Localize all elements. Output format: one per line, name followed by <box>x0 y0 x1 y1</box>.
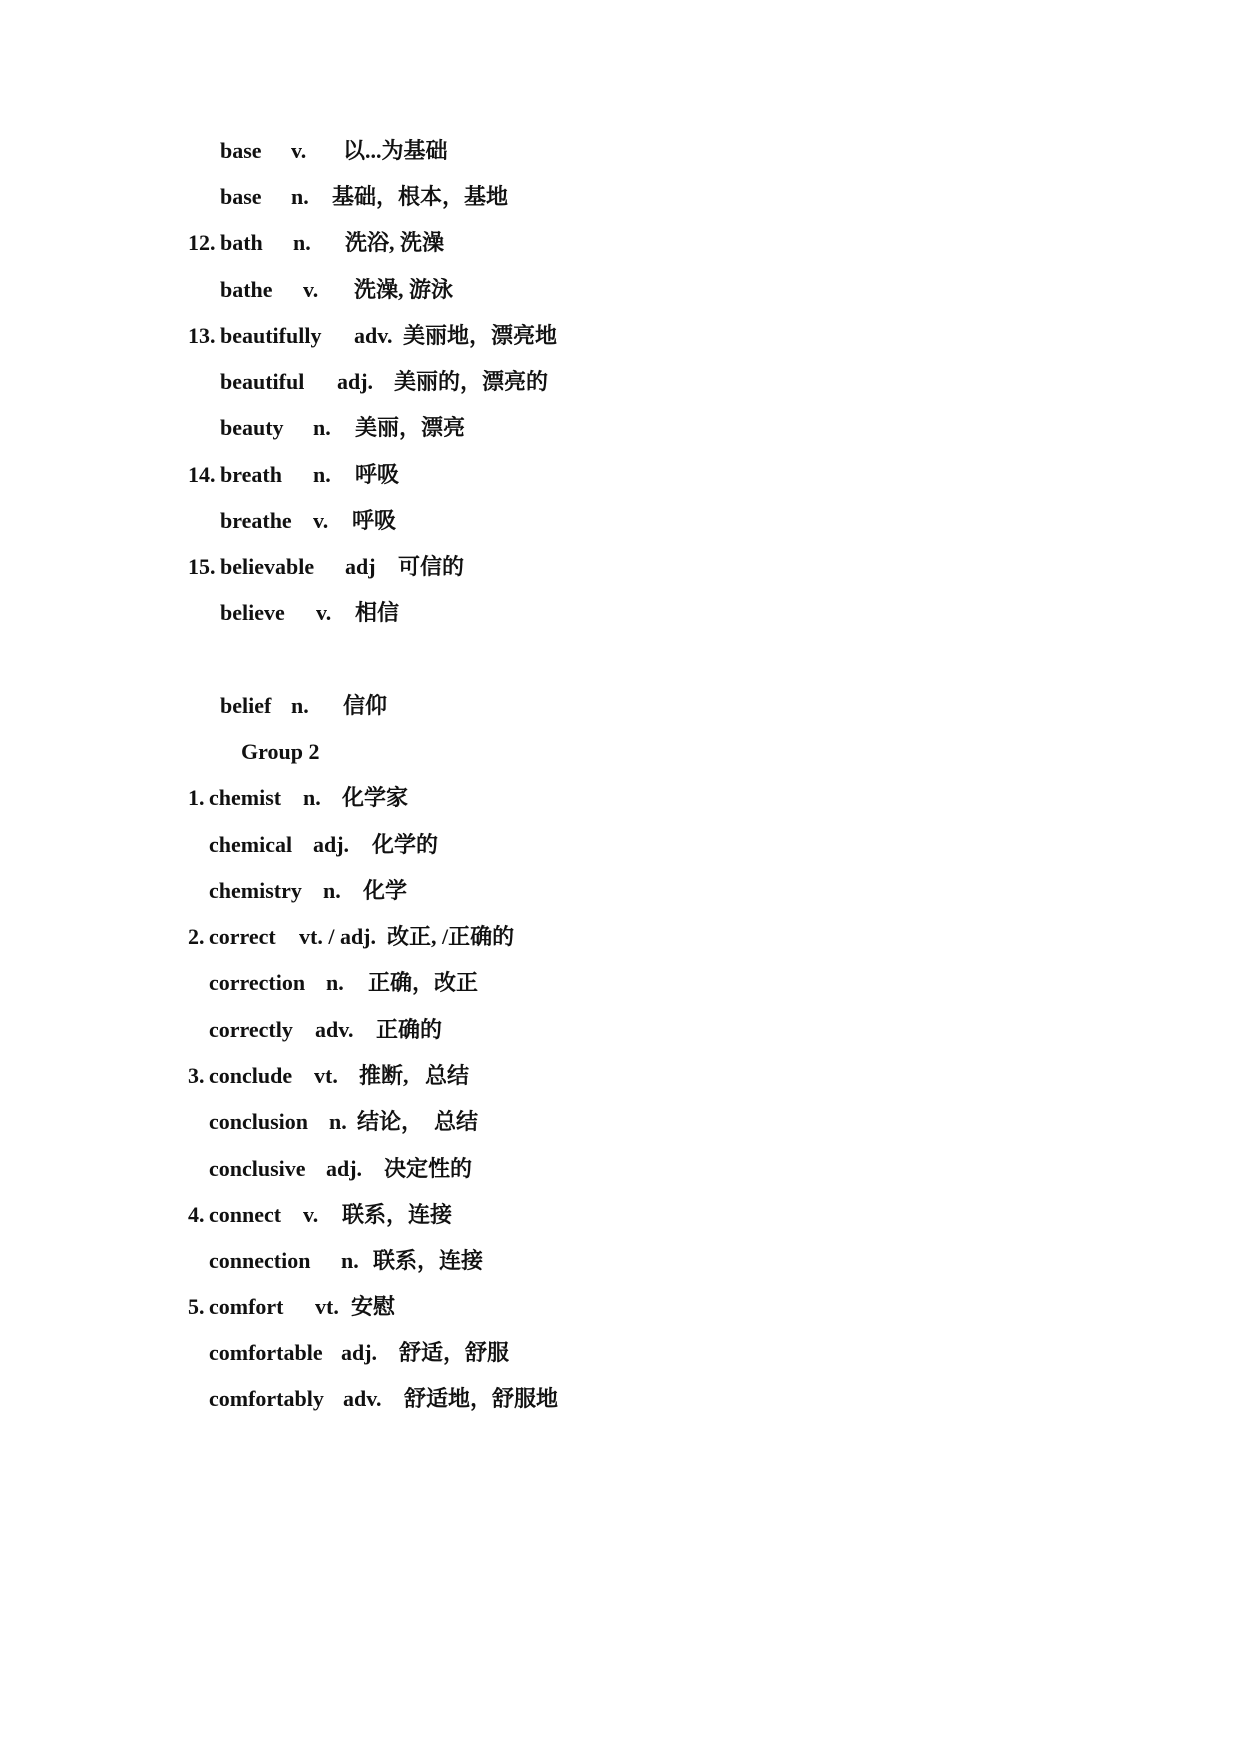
entry-meaning: 洗浴, 洗澡 <box>345 230 445 255</box>
entry-pos: v. <box>313 508 329 533</box>
entry-meaning: 美丽，漂亮 <box>355 415 466 440</box>
entry-meaning: 化学 <box>363 878 408 903</box>
entry-meaning: 信仰 <box>343 693 388 718</box>
entry-meaning: 基础，根本，基地 <box>332 184 509 209</box>
entry-meaning: 正确，改正 <box>368 970 479 995</box>
entry-pos: adv. <box>354 323 393 348</box>
entry-word: belief <box>220 693 272 718</box>
entry-meaning: 洗澡, 游泳 <box>354 277 454 302</box>
entry-pos: vt. <box>315 1294 339 1319</box>
entry-word: breath <box>220 462 282 487</box>
entry-meaning: 相信 <box>355 600 400 625</box>
entry-word: believable <box>220 554 315 579</box>
entry-pos: n. <box>313 415 331 440</box>
entry-number: 13. <box>188 323 216 348</box>
entry-meaning: 结论， 总结 <box>357 1109 479 1134</box>
entry-meaning: 舒适，舒服 <box>399 1340 510 1365</box>
entry-pos: v. <box>316 600 332 625</box>
entry-word: correction <box>209 970 306 995</box>
entry-number: 3. <box>188 1063 205 1088</box>
entry-pos: n. <box>293 230 311 255</box>
entry-meaning: 推断, 总结 <box>359 1063 470 1088</box>
entry-word: bathe <box>220 277 273 302</box>
entry-pos: n. <box>303 785 321 810</box>
entry-pos: vt. / adj. <box>299 924 376 949</box>
entry-pos: adv. <box>343 1386 382 1411</box>
entry-word: conclude <box>209 1063 293 1088</box>
entry-pos: n. <box>291 693 309 718</box>
entry-word: base <box>220 138 262 163</box>
entry-word: correctly <box>209 1017 293 1042</box>
entry-word: comfort <box>209 1294 284 1319</box>
entry-word: beauty <box>220 415 284 440</box>
entry-word: conclusion <box>209 1109 309 1134</box>
entry-pos: v. <box>303 1202 319 1227</box>
entry-meaning: 安慰 <box>351 1294 396 1319</box>
entry-pos: v. <box>291 138 307 163</box>
entry-meaning: 化学家 <box>342 785 409 810</box>
entry-number: 4. <box>188 1202 205 1227</box>
entry-pos: adv. <box>315 1017 354 1042</box>
entry-meaning: 可信的 <box>398 554 465 579</box>
entry-pos: n. <box>326 970 344 995</box>
entry-pos: n. <box>341 1248 359 1273</box>
entry-word: breathe <box>220 508 292 533</box>
entry-number: 12. <box>188 230 216 255</box>
entry-word: bath <box>220 230 263 255</box>
entry-pos: v. <box>303 277 319 302</box>
entry-word: comfortably <box>209 1386 324 1411</box>
entry-meaning: 正确的 <box>376 1017 443 1042</box>
vocab-entry <box>188 1386 559 1516</box>
entry-number: 5. <box>188 1294 205 1319</box>
entry-word: chemical <box>209 832 293 857</box>
entry-word: connection <box>209 1248 311 1273</box>
entry-meaning: 美丽的，漂亮的 <box>394 369 549 394</box>
entry-pos: vt. <box>314 1063 338 1088</box>
entry-word: conclusive <box>209 1156 306 1181</box>
entry-meaning: 化学的 <box>372 832 439 857</box>
entry-number: 14. <box>188 462 216 487</box>
entry-meaning: 美丽地，漂亮地 <box>403 323 558 348</box>
entry-word: correct <box>209 924 276 949</box>
group-heading: Group 2 <box>241 739 320 764</box>
entry-pos: n. <box>313 462 331 487</box>
entry-pos: n. <box>291 184 309 209</box>
entry-meaning: 以...为基础 <box>343 138 448 163</box>
entry-word: connect <box>209 1202 282 1227</box>
entry-pos: n. <box>323 878 341 903</box>
entry-meaning: 舒适地，舒服地 <box>404 1386 559 1411</box>
entry-number: 2. <box>188 924 205 949</box>
entry-word: chemist <box>209 785 282 810</box>
entry-number: 1. <box>188 785 205 810</box>
entry-meaning: 呼吸 <box>352 508 397 533</box>
entry-meaning: 呼吸 <box>355 462 400 487</box>
entry-word: believe <box>220 600 285 625</box>
entry-meaning: 改正, /正确的 <box>387 924 515 949</box>
entry-pos: adj. <box>341 1340 378 1365</box>
entry-meaning: 联系，连接 <box>373 1248 484 1273</box>
entry-word: beautifully <box>220 323 322 348</box>
entry-pos: adj. <box>313 832 350 857</box>
entry-word: comfortable <box>209 1340 323 1365</box>
entry-number: 15. <box>188 554 216 579</box>
entry-meaning: 联系，连接 <box>342 1202 453 1227</box>
entry-pos: adj <box>345 554 376 579</box>
entry-word: base <box>220 184 262 209</box>
entry-meaning: 决定性的 <box>384 1156 473 1181</box>
entry-word: beautiful <box>220 369 305 394</box>
entry-word: chemistry <box>209 878 302 903</box>
entry-pos: adj. <box>337 369 374 394</box>
entry-pos: adj. <box>326 1156 363 1181</box>
entry-pos: n. <box>329 1109 347 1134</box>
